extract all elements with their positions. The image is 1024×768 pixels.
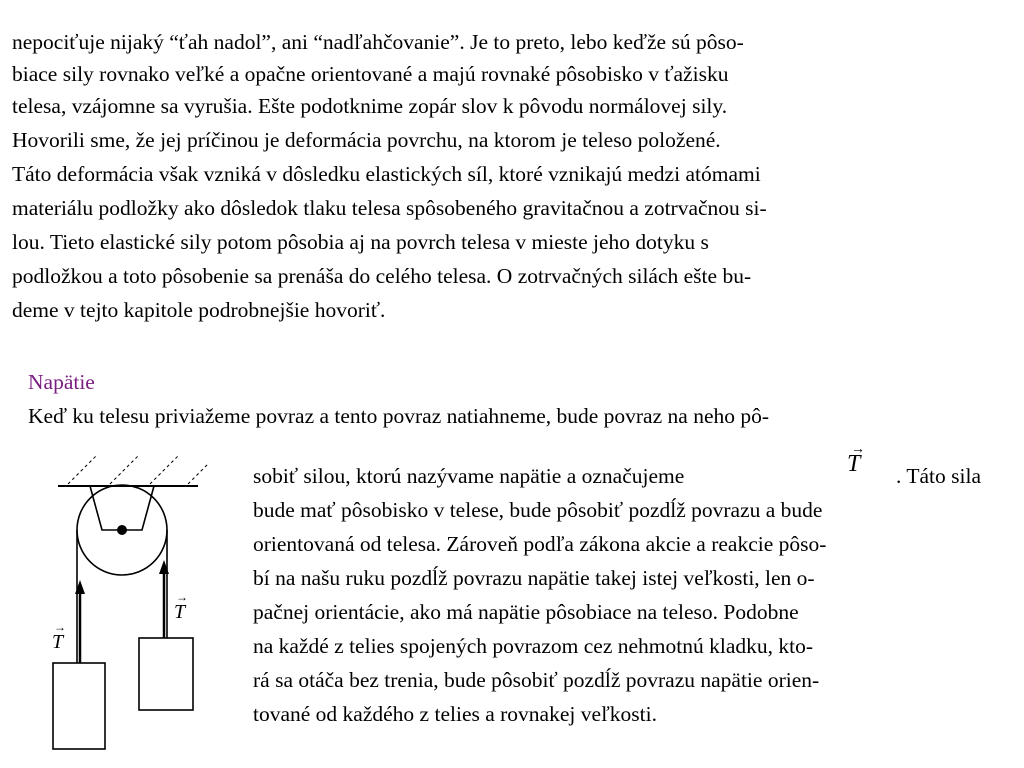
text-line: materiálu podložky ako dôsledok tlaku telesa spôsobeného gravitačnou a zotrvačnou si- [12,196,767,220]
pulley-bracket [90,486,154,530]
vector-arrow-icon: → [176,590,188,604]
text-line: pačnej orientácie, ako má napätie pôsobiace na teleso. Podobne [253,600,799,624]
vector-arrow-icon: → [851,442,865,457]
text-line: tované od každého z telies a rovnakej veľkosti. [253,702,657,726]
tension-label-left: T [52,631,64,653]
text-line: bí na našu ruku pozdĺž povrazu napätie takej istej veľkosti, len o- [253,566,815,590]
pulley-axle [117,525,127,535]
text-line: Hovorili sme, že jej príčinou je deformácia povrchu, na ktorom je teleso položené. [12,128,721,152]
text-line: Keď ku telesu priviažeme povraz a tento povraz natiahneme, bude povraz na neho pô- [28,404,770,428]
text-line: rá sa otáča bez trenia, bude pôsobiť pozdĺž povrazu napätie orien- [253,668,820,692]
text-line: podložkou a toto pôsobenie sa prenáša do celého telesa. O zotrvačných silách ešte bu- [12,264,752,288]
text-line: biace sily rovnako veľké a opačne orientované a majú rovnaké pôsobisko v ťažisku [12,62,729,86]
vector-arrow-icon: → [54,620,66,634]
text-line: deme v tejto kapitole podrobnejšie hovoriť. [12,298,386,322]
block-left [53,663,105,749]
tension-symbol-letter: T [847,451,861,477]
block-right [139,638,193,710]
text-line: bude mať pôsobisko v telese, bude pôsobiť pozdĺž povrazu a bude [253,498,823,522]
text-line: . Táto sila [896,464,981,488]
text-line: orientovaná od telesa. Zároveň podľa zákona akcie a reakcie pôso- [253,532,827,556]
text-line: na každé z telies spojených povrazom cez nehmotnú kladku, kto- [253,634,813,658]
text-line: sobiť silou, ktorú nazývame napätie a označujeme [253,464,685,488]
ceiling-hatch [68,456,208,484]
text-line: lou. Tieto elastické sily potom pôsobia aj na povrch telesa v mieste jeho dotyku s [12,230,709,254]
pulley-diagram-icon [50,448,210,753]
text-line: Táto deformácia však vzniká v dôsledku elastických síl, ktoré vznikajú medzi atómami [12,162,761,186]
text-line: telesa, vzájomne sa vyrušia. Ešte podotknime zopár slov k pôvodu normálovej sily. [12,94,728,118]
text-line: nepociťuje nijaký “ťah nadol”, ani “nadľahčovanie”. Je to preto, lebo keďže sú pôso- [12,30,744,54]
tension-label-right: T [174,601,186,623]
section-heading: Napätie [28,370,95,394]
tension-vector-symbol [847,442,865,477]
